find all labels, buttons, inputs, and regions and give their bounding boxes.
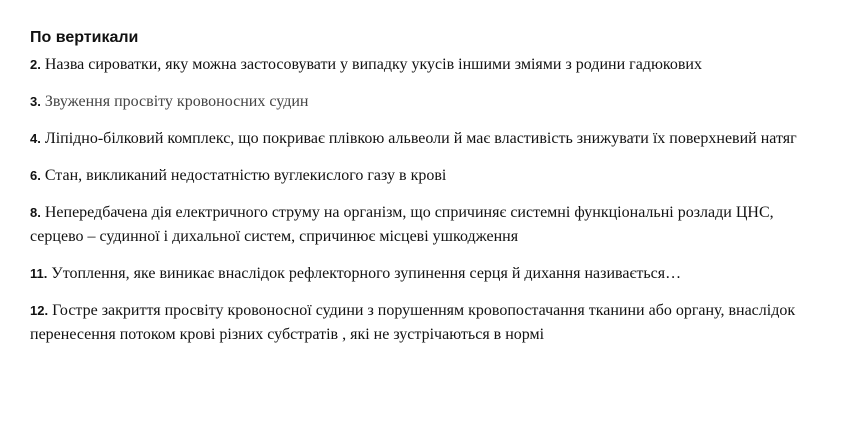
clue-number: 12. [30, 303, 49, 318]
clue-number: 4. [30, 131, 41, 146]
clue-number: 3. [30, 94, 41, 109]
clue-item-6 [30, 164, 830, 188]
section-heading: По вертикали [30, 29, 139, 46]
clue-item-2 [30, 53, 830, 77]
clue-text: Назва сироватки, яку можна застосовувати у випадку укусів іншими зміями з родини гадюкових [40, 56, 702, 73]
clue-number: 6. [30, 168, 41, 183]
clue-text: Гостре закриття просвіту кровоносної судини з порушенням кровопостачання тканини або органу, внаслідок перенесення потоком крові різних субстратів , які не зустрічаються в нормі [30, 302, 796, 343]
clue-number: 11. [30, 266, 48, 281]
clue-text: Звуження просвіту кровоносних судин [40, 93, 309, 110]
clue-item-11 [30, 262, 830, 286]
clue-item-4 [30, 127, 830, 151]
clue-text: Непередбачена дія електричного струму на організм, що спричиняє системні функціональні розлади ЦНС, серцево – судинної і дихальної систем, спричинює місцеві ушкодження [30, 204, 774, 245]
clue-text: Утоплення, яке виникає внаслідок рефлекторного зупинення серця й дихання називається… [47, 265, 682, 282]
clue-item-12 [30, 299, 830, 347]
clue-number: 2. [30, 57, 41, 72]
clue-item-8 [30, 201, 830, 249]
clue-number: 8. [30, 205, 41, 220]
clue-text: Ліпідно-білковий комплекс, що покриває плівкою альвеоли й має властивість знижувати їх поверхневий натяг [40, 130, 797, 147]
crossword-clues-document [30, 28, 830, 360]
clue-text: Стан, викликаний недостатністю вуглекислого газу в крові [40, 167, 447, 184]
clue-item-3 [30, 90, 830, 114]
